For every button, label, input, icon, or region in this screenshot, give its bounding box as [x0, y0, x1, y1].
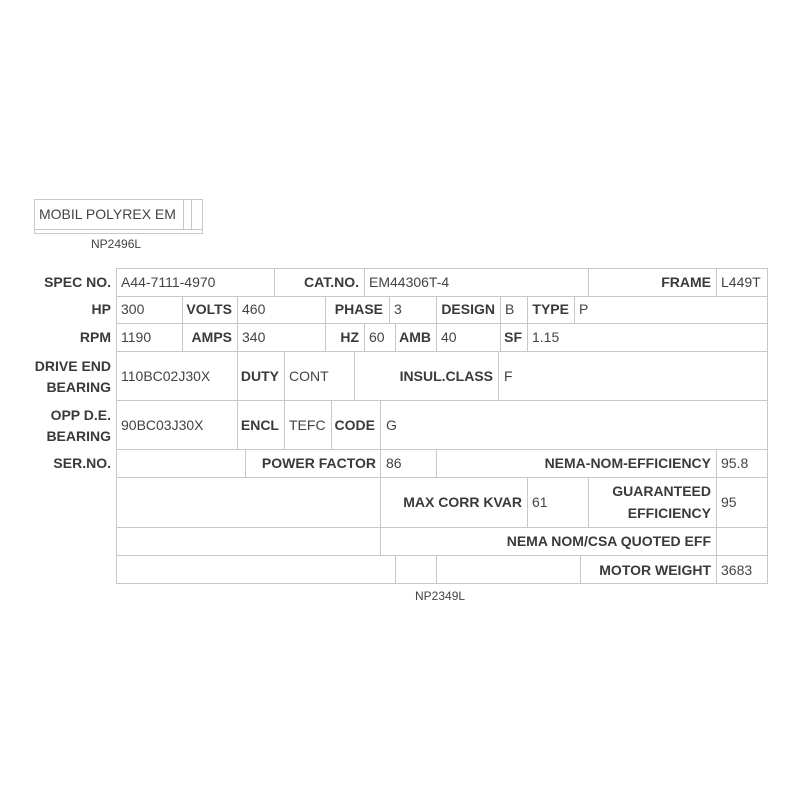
row-rule-2 — [116, 323, 768, 324]
drive-end-bearing-label-line2: BEARING — [46, 379, 111, 395]
col-rule — [436, 555, 437, 584]
col-rule — [500, 323, 501, 351]
col-rule — [182, 296, 183, 323]
col-rule — [380, 527, 381, 555]
sf-label: SF — [504, 329, 522, 345]
amps-label: AMPS — [191, 329, 232, 345]
col-rule — [527, 296, 528, 323]
row-rule-7 — [116, 527, 768, 528]
insul-class-label: INSUL.CLASS — [399, 368, 493, 384]
col-rule — [325, 323, 326, 351]
drive-end-bearing-label-line1: DRIVE END — [34, 358, 111, 374]
row-rule-4 — [116, 400, 768, 401]
volts-label: VOLTS — [186, 301, 232, 317]
hp-label: HP — [91, 301, 111, 317]
amb-label: AMB — [399, 329, 431, 345]
encl-value: TEFC — [289, 417, 326, 433]
frame-label: FRAME — [661, 274, 711, 290]
col-rule — [395, 323, 396, 351]
design-value: B — [505, 301, 515, 317]
insul-class-value: F — [504, 368, 513, 384]
spec-no-value: A44-7111-4970 — [121, 274, 216, 290]
nameplate-part-no: NP2349L — [415, 589, 466, 603]
col-rule — [436, 296, 437, 323]
type-label: TYPE — [532, 301, 569, 317]
spec-no-label: SPEC NO. — [44, 274, 111, 290]
col-rule — [380, 477, 381, 527]
col-rule — [237, 400, 238, 449]
amps-value: 340 — [242, 329, 266, 345]
lube-plate-divider-2 — [191, 199, 192, 229]
col-rule — [716, 477, 717, 527]
max-corr-kvar-label: MAX CORR KVAR — [403, 494, 522, 510]
row-rule-6 — [116, 477, 768, 478]
col-rule — [716, 555, 717, 584]
duty-value: CONT — [289, 368, 329, 384]
hz-value: 60 — [369, 329, 385, 345]
col-rule — [580, 555, 581, 584]
col-rule — [380, 449, 381, 477]
lubricant-name: MOBIL POLYREX EM — [39, 206, 176, 222]
row-rule-5 — [116, 449, 768, 450]
code-label: CODE — [334, 417, 375, 433]
col-rule — [237, 351, 238, 400]
nema-nom-efficiency-value: 95.8 — [721, 455, 749, 471]
col-rule — [284, 351, 285, 400]
lube-plate-divider-1 — [183, 199, 184, 229]
hp-value: 300 — [121, 301, 145, 317]
cat-no-label: CAT.NO. — [304, 274, 359, 290]
amb-value: 40 — [441, 329, 457, 345]
power-factor-label: POWER FACTOR — [261, 455, 376, 471]
opp-de-bearing-label-line1: OPP D.E. — [50, 407, 111, 423]
row-rule-1 — [116, 296, 768, 297]
max-corr-kvar-value: 61 — [532, 494, 548, 510]
hz-label: HZ — [340, 329, 359, 345]
power-factor-value: 86 — [386, 455, 402, 471]
phase-label: PHASE — [334, 301, 383, 317]
col-rule — [389, 296, 390, 323]
col-rule — [395, 555, 396, 584]
col-rule — [574, 296, 575, 323]
nema-csa-quoted-eff-label: NEMA NOM/CSA QUOTED EFF — [506, 533, 711, 549]
lube-plate-part-no: NP2496L — [91, 237, 142, 251]
row-rule-3 — [116, 351, 768, 352]
col-rule — [498, 351, 499, 400]
guaranteed-efficiency-value: 95 — [721, 494, 737, 510]
encl-label: ENCL — [240, 417, 279, 433]
opp-de-bearing-label-line2: BEARING — [46, 428, 111, 444]
col-rule — [364, 323, 365, 351]
duty-label: DUTY — [240, 368, 279, 384]
col-rule — [588, 477, 589, 527]
cat-no-value: EM44306T-4 — [369, 274, 450, 290]
rpm-label: RPM — [79, 329, 111, 345]
lube-plate-bottom-rule — [34, 229, 203, 230]
rpm-value: 1190 — [121, 329, 152, 345]
col-rule — [716, 527, 717, 555]
col-rule — [325, 296, 326, 323]
opp-de-bearing-value: 90BC03J30X — [121, 417, 204, 433]
frame-value: L449T — [721, 274, 761, 290]
col-rule — [716, 449, 717, 477]
col-rule — [436, 449, 437, 477]
code-value: G — [386, 417, 397, 433]
col-rule — [245, 449, 246, 477]
col-rule — [436, 323, 437, 351]
col-rule — [527, 323, 528, 351]
col-rule — [527, 477, 528, 527]
nema-nom-efficiency-label: NEMA-NOM-EFFICIENCY — [544, 455, 711, 471]
drive-end-bearing-value: 110BC02J30X — [121, 368, 211, 384]
phase-value: 3 — [394, 301, 402, 317]
row-rule-8 — [116, 555, 768, 556]
type-value: P — [579, 301, 589, 317]
motor-weight-label: MOTOR WEIGHT — [599, 562, 711, 578]
guaranteed-efficiency-label-line2: EFFICIENCY — [627, 505, 711, 521]
volts-value: 460 — [242, 301, 266, 317]
sf-value: 1.15 — [532, 329, 560, 345]
col-rule — [500, 296, 501, 323]
col-rule — [716, 268, 717, 296]
col-rule — [182, 323, 183, 351]
col-rule — [380, 400, 381, 449]
design-label: DESIGN — [441, 301, 495, 317]
col-rule — [274, 268, 275, 296]
col-rule — [354, 351, 355, 400]
guaranteed-efficiency-label-line1: GUARANTEED — [612, 483, 711, 499]
col-rule — [237, 323, 238, 351]
motor-weight-value: 3683 — [721, 562, 753, 578]
col-rule — [364, 268, 365, 296]
col-rule — [331, 400, 332, 449]
col-rule — [284, 400, 285, 449]
col-rule — [237, 296, 238, 323]
ser-no-label: SER.NO. — [53, 455, 111, 471]
col-rule — [588, 268, 589, 296]
